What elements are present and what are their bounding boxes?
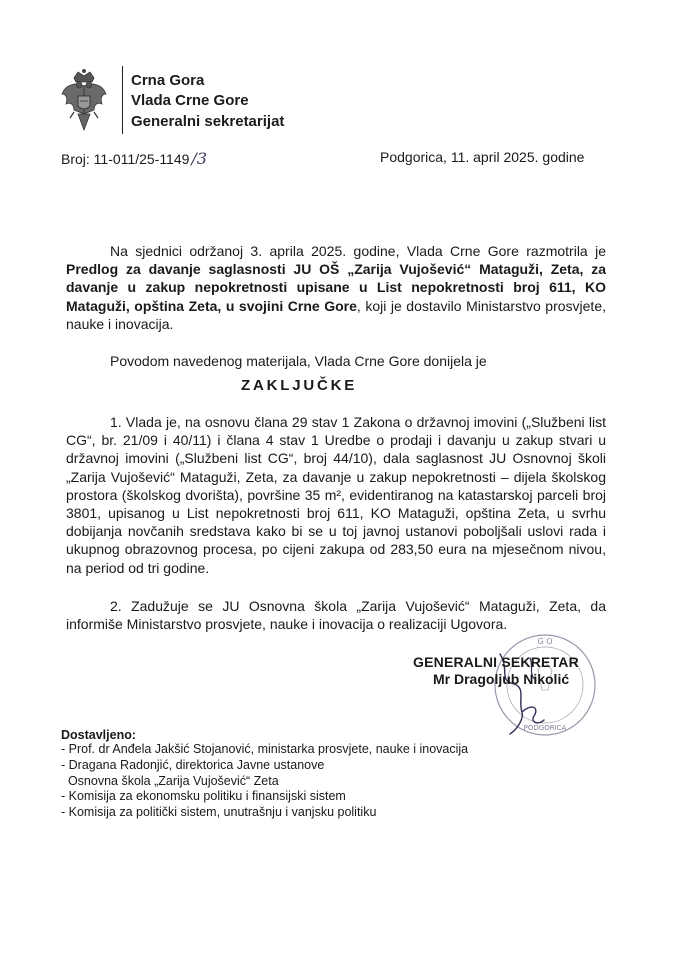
distribution-item: - Dragana Radonjić, direktorica Javne ustanove [61, 757, 325, 772]
reference-number-text: Broj: 11-011/25-1149 [61, 151, 190, 167]
intro-proposal-title: Predlog za davanje saglasnosti JU OŠ „Zarija Vujošević“ Mataguži, Zeta, za davanje u zakup nepokretnosti upisane u List nepokretnosti broj 611, KO Mataguži, opština Zeta, u svojini Crne Gore [66, 261, 606, 314]
header-country: Crna Gora [131, 72, 205, 89]
intro-text-2: , koji je dostavilo Ministarstvo prosvjete, nauke i inovacija. [66, 297, 606, 332]
signature-title: GENERALNI SEKRETAR [413, 654, 579, 670]
stamp-city-text: PODGORICA [523, 724, 567, 732]
svg-text:G O: G O [537, 637, 553, 646]
distribution-item: Osnovna škola „Zarija Vujošević“ Zeta [61, 773, 279, 788]
header-secretariat: Generalni sekretarijat [131, 113, 285, 130]
conclusion-item-2: 2. Zadužuje se JU Osnovna škola „Zarija Vujošević“ Mataguži, Zeta, da informiše Ministarstvo prosvjete, nauke i inovacija o realizaciji Ugovora. [66, 598, 606, 633]
distribution-item: - Prof. dr Anđela Jakšić Stojanović, ministarka prosvjete, nauke i inovacija [61, 742, 469, 756]
intro-paragraph [66, 242, 606, 333]
conclusion-item-1: 1. Vlada je, na osnovu člana 29 stav 1 Zakona o državnoj imovini („Službeni list CG“, br. 21/09 i 40/11) i člana 4 stav 1 Uredbe o prodaji i davanju u zakup stvari u državnoj imovini („Službeni list CG“, broj 44/10), dala saglasnost JU Osnovnoj školi „Zarija Vujošević“ Mataguži, Zeta, za davanje u zakup nepokretnosti – dijela školskog prostora (školskog dvorišta), površine 35 m², evidentiranog na katastarskoj parceli broj 3801, upisanog u List nepokretnosti broj 611, KO Mataguži, opština Zeta, u svrhu dobijanja novčanih sredstava kako bi se u toj javnoj ustanovi poboljšali uslovi rada i ukupnog obrazovnog procesa, po cijeni zakupa od 283,50 eura na mjesečnom nivou, na period od tri godine. [66, 414, 606, 576]
intro-text-1: Na sjednici održanoj 3. aprila 2025. godine, Vlada Crne Gore razmotrila je [110, 243, 606, 259]
signature-name: Mr Dragoljub Nikolić [433, 671, 570, 687]
distribution-item: - Komisija za politički sistem, unutrašnju i vanjsku politiku [61, 805, 377, 820]
distribution-list [61, 742, 468, 821]
powodom-line: Povodom navedenog materijala, Vlada Crne Gore donijela je [110, 353, 487, 369]
coat-of-arms-icon [60, 68, 108, 136]
conclusions-title: ZAKLJUČKE [241, 377, 358, 394]
distribution-item: - Komisija za ekonomsku politiku i finansijski sistem [61, 789, 346, 804]
reference-number [61, 149, 207, 168]
reference-handwritten-suffix: /3 [191, 149, 207, 168]
header-government: Vlada Crne Gore [131, 92, 249, 109]
header-divider [122, 66, 123, 134]
distribution-title: Dostavljeno: [61, 728, 137, 742]
document-date: Podgorica, 11. april 2025. godine [380, 149, 585, 165]
